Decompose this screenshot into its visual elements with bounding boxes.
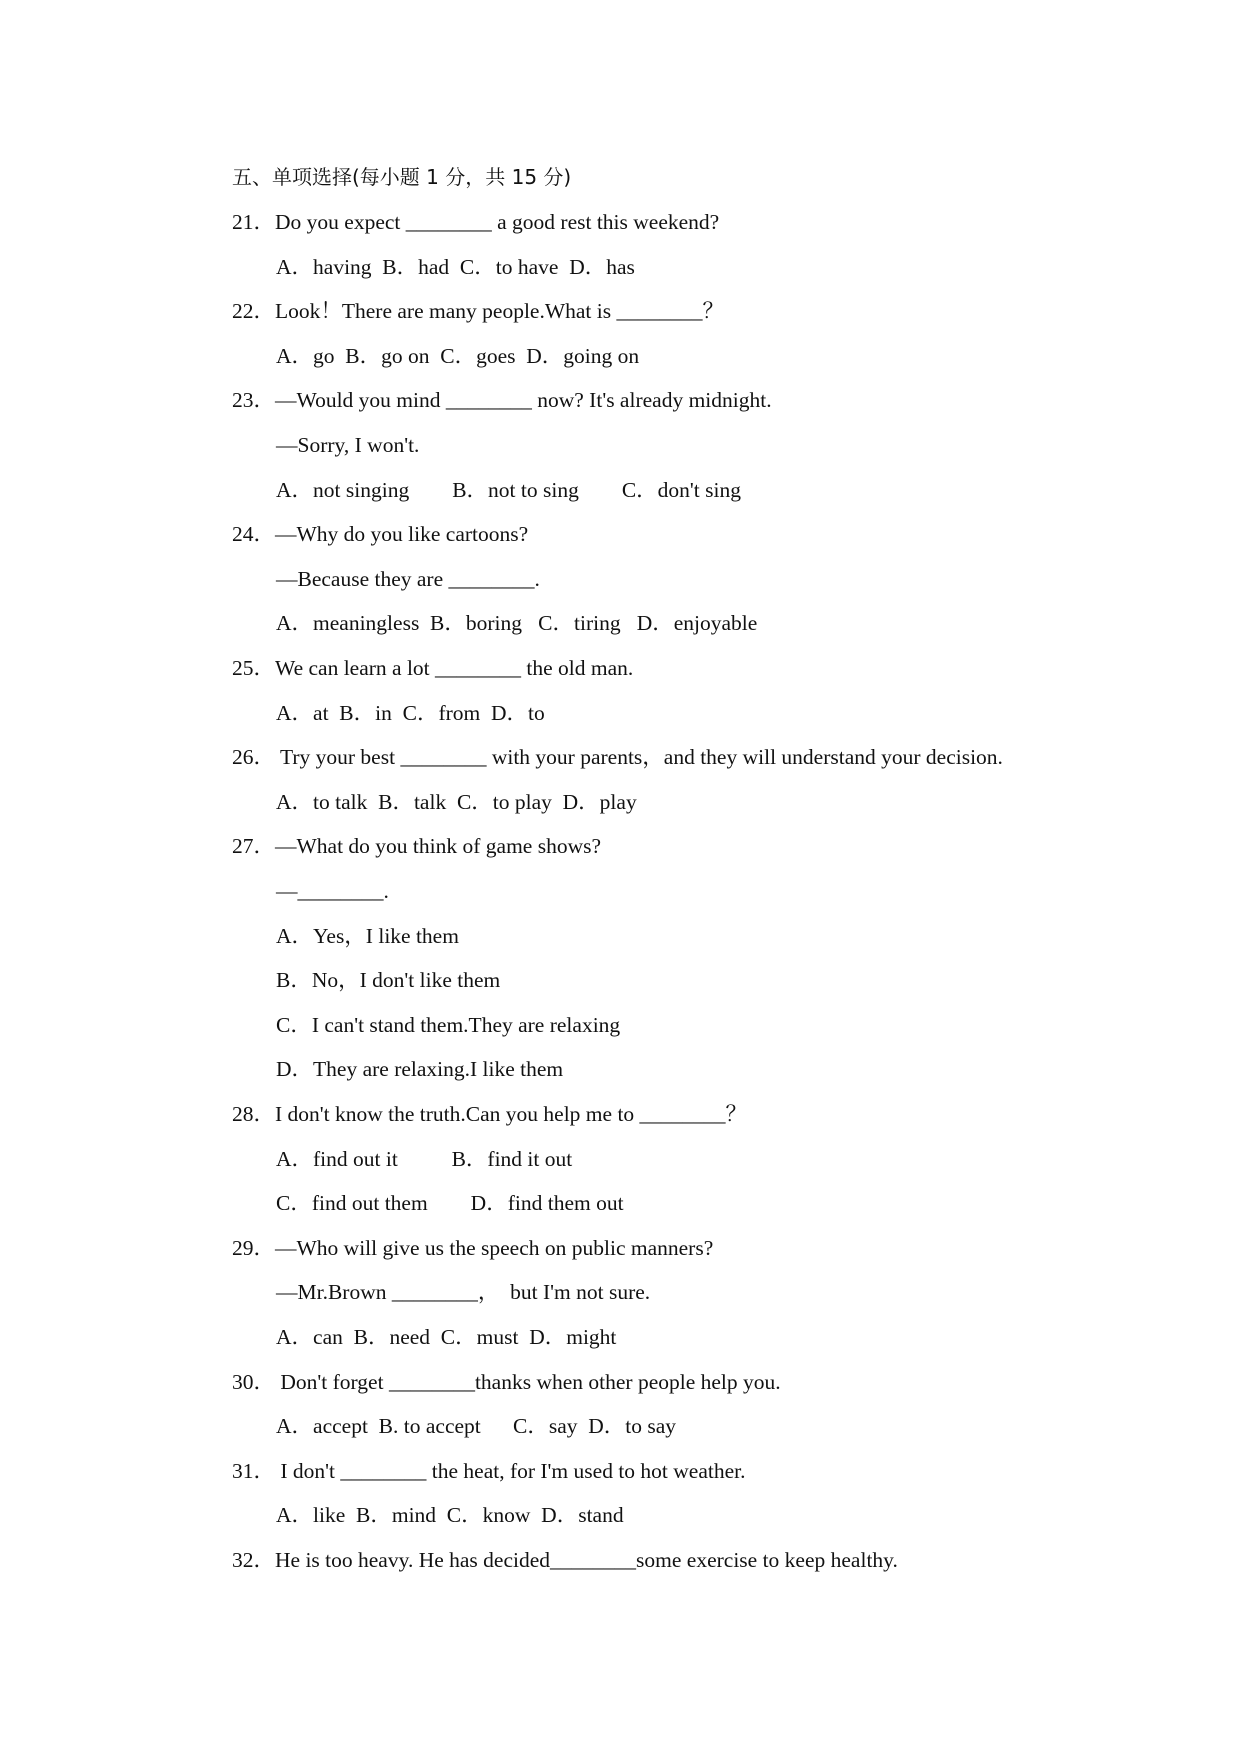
question-line: 22．Look！There are many people.What is ________？ [232,299,724,323]
answer-line: A．like B．mind C．know D．stand [276,1503,624,1527]
answer-line: —________. [276,879,389,903]
question-line: 21．Do you expect ________ a good rest this weekend? [232,210,720,234]
question-line: 32．He is too heavy. He has decided________some exercise to keep healthy. [232,1548,898,1572]
question-line: 29．—Who will give us the speech on public manners? [232,1236,714,1260]
answer-line: —Sorry, I won't. [276,433,420,457]
answer-line: A．at B．in C．from D．to [276,701,545,725]
answer-line: A．can B．need C．must D．might [276,1325,617,1349]
answer-line: A．having B．had C．to have D．has [276,255,635,279]
answer-line: A．go B．go on C．goes D．going on [276,344,640,368]
answer-line: A．Yes，I like them [276,924,459,948]
question-line: 23．—Would you mind ________ now? It's already midnight. [232,388,772,412]
answer-line: C．find out them D．find them out [276,1191,624,1215]
answer-line: A．meaningless B．boring C．tiring D．enjoyable [276,611,758,635]
question-line: 27．—What do you think of game shows? [232,834,602,858]
question-line: 31． I don't ________ the heat, for I'm used to hot weather. [232,1459,746,1483]
answer-line: A．find out it B．find it out [276,1147,573,1171]
answer-line: A．to talk B．talk C．to play D．play [276,790,637,814]
question-line: 24．—Why do you like cartoons? [232,522,529,546]
question-line: 28．I don't know the truth.Can you help me to ________？ [232,1102,748,1126]
question-line: 30． Don't forget ________thanks when other people help you. [232,1370,781,1394]
answer-line: D．They are relaxing.I like them [276,1057,564,1081]
answer-line: A．accept B. to accept C．say D．to say [276,1414,677,1438]
question-line: 26． Try your best ________ with your parents，and they will understand your decision. [232,745,1003,769]
question-line: 25．We can learn a lot ________ the old man. [232,656,634,680]
answer-line: —Because they are ________. [276,567,540,591]
answer-line: B．No，I don't like them [276,968,501,992]
answer-line: C．I can't stand them.They are relaxing [276,1013,621,1037]
answer-line: —Mr.Brown ________， but I'm not sure. [276,1280,651,1304]
answer-line: A．not singing B．not to sing C．don't sing [276,478,741,502]
section-title: 五、单项选择(每小题 1 分，共 15 分) [232,165,572,189]
